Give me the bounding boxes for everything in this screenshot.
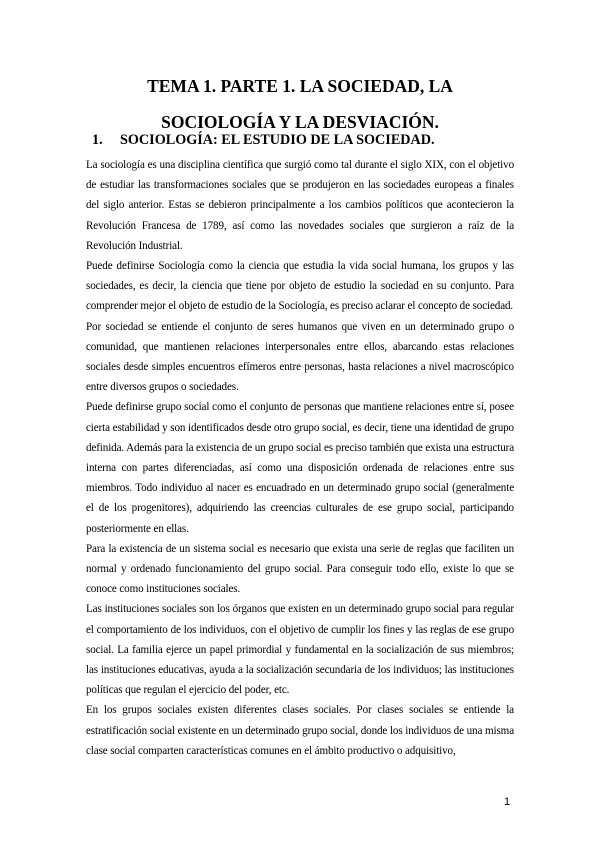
paragraph-5: Para la existencia de un sistema social es necesario que exista una serie de reglas que faciliten un normal y ordenado funcionamiento del grupo social. Para conseguir todo ello, existe lo que se conoce como instituciones sociales. [86, 542, 514, 596]
paragraph-1: La sociología es una disciplina científica que surgió como tal durante el siglo XIX, con el objetivo de estudiar las transformaciones sociales que se produjeron en las sociedades europeas a finales del siglo anterior. Estas se debieron principalmente a los cambios políticos que acontecieron la Revolución Francesa de 1789, así como las novedades sociales que surgieron a raíz de la Revolución Industrial. [86, 159, 514, 252]
page-title-line-2: SOCIOLOGÍA Y LA DESVIACIÓN. [161, 112, 439, 132]
paragraph-4: Puede definirse grupo social como el conjunto de personas que mantiene relaciones entre sí, posee cierta estabilidad y son identificados desde otro grupo social, es decir, tiene una identidad de grupo definida. Además para la existencia de un grupo social es preciso también que exista una estructura interna con partes diferenciadas, así como una disposición ordenada de relaciones entre sus miembros. Todo individuo al nacer es encuadrado en un determinado grupo social (generalmente el de los progenitores), adquiriendo las creencias culturales de ese grupo social, participando posteriormente en ellas. [86, 401, 515, 535]
section-heading [92, 130, 435, 150]
section-number: 1. [92, 132, 103, 148]
page-title-line-1: TEMA 1. PARTE 1. LA SOCIEDAD, LA [147, 76, 453, 96]
paragraph-7: En los grupos sociales existen diferentes clases sociales. Por clases sociales se entiende la estratificación social existente en un determinado grupo social, donde los individuos de una misma clase social comparten características comunes en el ámbito productivo o adquisitivo, [86, 704, 514, 757]
paragraph-3: Por sociedad se entiende el conjunto de seres humanos que viven en un determinado grupo o comunidad, que mantienen relaciones interpersonales entre ellos, abarcando estas relaciones sociales desde simples encuentros efímeros entre personas, hasta relaciones a nivel macroscópico entre diversos grupos o sociedades. [86, 320, 514, 394]
section-heading-text: SOCIOLOGÍA: EL ESTUDIO DE LA SOCIEDAD. [120, 132, 435, 148]
page-number: 1 [504, 796, 511, 808]
paragraph-2: Puede definirse Sociología como la ciencia que estudia la vida social humana, los grupos y las sociedades, es decir, la ciencia que tiene por objeto de estudio la sociedad en su conjunto. Para comprender mejor el objeto de estudio de la Sociología, es preciso aclarar el concepto de sociedad. [86, 260, 514, 313]
paragraph-6: Las instituciones sociales son los órganos que existen en un determinado grupo social para regular el comportamiento de los individuos, con el objetivo de cumplir los fines y las reglas de ese grupo social. La familia ejerce un papel primordial y fundamental en la socialización de sus miembros; las instituciones educativas, ayuda a la socialización secundaria de los individuos; las instituciones políticas que regulan el ejercicio del poder, etc. [86, 603, 514, 697]
document-body [86, 155, 514, 761]
